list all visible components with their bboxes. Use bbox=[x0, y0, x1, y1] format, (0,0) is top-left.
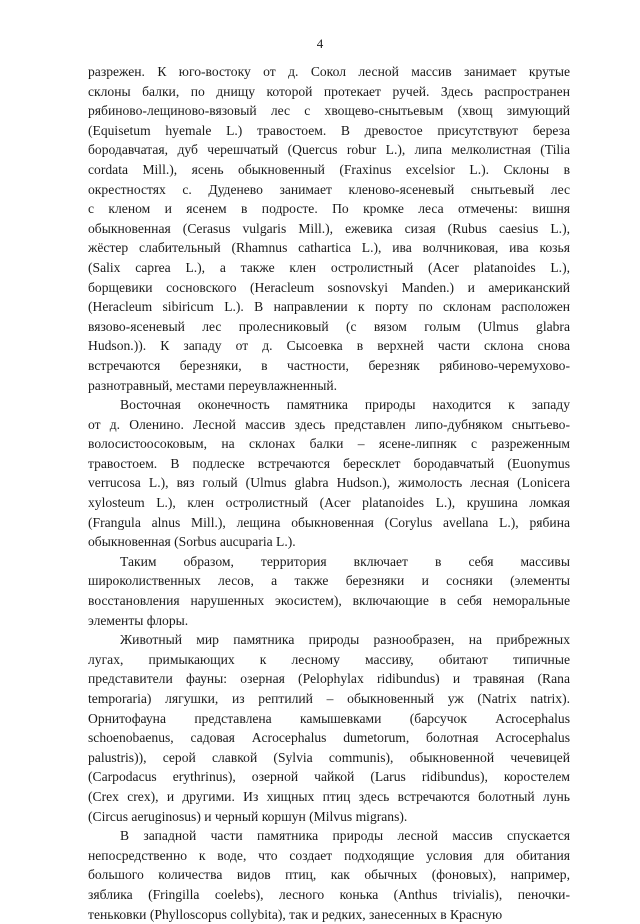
text-line: разнотравный, местами переувлажненный. bbox=[88, 377, 338, 393]
text-line: окрестностях с. Дуденево занимает кленово-ясеневый снытьевый лес bbox=[88, 181, 570, 197]
text-line: (Frangula alnus Mill.), лещина обыкновенная (Corylus avellana L.), рябина bbox=[88, 514, 570, 530]
text-line: (Heracleum sibiricum L.). В направлении к порту по склонам расположен bbox=[88, 299, 570, 315]
page-number: 4 bbox=[316, 36, 324, 51]
text-line: В западной части памятника природы лесной массив спускается bbox=[120, 828, 570, 844]
paragraph bbox=[88, 395, 570, 552]
text-line: (Salix caprea L.), а также клен остролистный (Acer platanoides L.), bbox=[88, 259, 570, 275]
text-line: жёстер слабительный (Rhamnus cathartica L.), ива волчниковая, ива козья bbox=[88, 240, 570, 256]
text-line: Восточная оконечность памятника природы находится к западу bbox=[120, 397, 570, 413]
text-line: лугах, примыкающих к лесному массиву, обитают типичные bbox=[88, 651, 570, 667]
text-line: широколиственных лесов, а также березняки и сосняки (элементы bbox=[88, 573, 570, 589]
text-line: xylosteum L.), клен остролистный (Acer platanoides L.), крушина ломкая bbox=[88, 495, 570, 511]
text-line: элементы флоры. bbox=[88, 612, 189, 628]
body-text bbox=[88, 62, 570, 924]
text-line: Таким образом, территория включает в себя массивы bbox=[120, 553, 570, 569]
text-line: Животный мир памятника природы разнообразен, на прибрежных bbox=[120, 632, 570, 648]
text-line: представители фауны: озерная (Pelophylax ridibundus) и травяная (Rana bbox=[88, 671, 570, 687]
text-line: verrucosa L.), вяз голый (Ulmus glabra Hudson.), жимолость лесная (Lonicera bbox=[88, 475, 570, 491]
paragraph bbox=[88, 630, 570, 826]
text-line: встречаются березняки, в частности, березняк рябиново-черемухово- bbox=[88, 357, 570, 373]
paragraph bbox=[88, 62, 570, 395]
text-line: temporaria) лягушки, из рептилий – обыкновенный уж (Natrix natrix). bbox=[88, 691, 570, 706]
text-line: (Carpodacus erythrinus), озерной чайкой (Larus ridibundus), коростелем bbox=[88, 769, 570, 785]
text-line: cordata Mill.), ясень обыкновенный (Fraxinus excelsior L.). Склоны в bbox=[88, 161, 570, 177]
text-line: palustris)), серой славкой (Sylvia communis), обыкновенной чечевицей bbox=[88, 749, 570, 765]
text-line: восстановления нарушенных экосистем), включающие в себя неморальные bbox=[88, 593, 570, 609]
text-line: Hudson.)). К западу от д. Сысоевка в верхней части склона снова bbox=[88, 338, 570, 354]
text-line: с кленом и ясенем в подросте. По кромке леса отмечены: вишня bbox=[88, 201, 570, 217]
text-line: непосредственно к воде, что создает подходящие условия для обитания bbox=[88, 847, 570, 863]
text-line: обыкновенная (Cerasus vulgaris Mill.), ежевика сизая (Rubus caesius L.), bbox=[88, 220, 570, 236]
text-line: склоны балки, по днищу которой протекает ручей. Здесь распространен bbox=[88, 83, 570, 99]
text-line: (Circus aeruginosus) и черный коршун (Milvus migrans). bbox=[88, 808, 408, 824]
text-line: большого количества видов птиц, как обычных (фоновых), например, bbox=[88, 867, 570, 883]
text-line: (Equisetum hyemale L.) травостоем. В древостое присутствуют береза bbox=[88, 122, 570, 138]
text-line: вязово-ясеневый лес пролесниковый (с вязом голым (Ulmus glabra bbox=[88, 318, 570, 334]
text-line: обыкновенная (Sorbus aucuparia L.). bbox=[88, 534, 296, 550]
text-line: Орнитофауна представлена камышевками (барсучок Acrocephalus bbox=[88, 710, 570, 726]
text-line: зяблика (Fringilla coelebs), лесного конька (Anthus trivialis), пеночки- bbox=[88, 886, 570, 902]
text-line: от д. Оленино. Лесной массив здесь представлен липо-дубняком снытьево- bbox=[88, 416, 570, 432]
text-line: волосистоосоковым, на склонах балки – ясене-липняк с разреженным bbox=[88, 436, 570, 452]
text-line: борщевики сосновского (Heracleum sosnovskyi Manden.) и американский bbox=[88, 279, 570, 295]
text-line: schoenobaenus, садовая Acrocephalus dumetorum, болотная Acrocephalus bbox=[88, 730, 570, 746]
text-line: теньковки (Phylloscopus collybita), так и редких, занесенных в Красную bbox=[88, 906, 503, 922]
text-line: (Crex crex), и другими. Из хищных птиц здесь встречаются болотный лунь bbox=[88, 788, 570, 804]
paragraph bbox=[88, 552, 570, 630]
text-line: рябиново-лещиново-вязовый лес с хвощево-снытьевым (хвощ зимующий bbox=[88, 103, 570, 119]
paragraph bbox=[88, 826, 570, 924]
text-line: разрежен. К юго-востоку от д. Сокол лесной массив занимает крутые bbox=[88, 64, 570, 79]
text-line: травостоем. В подлеске встречаются бересклет бородавчатый (Euonymus bbox=[88, 455, 570, 471]
text-line: бородавчатая, дуб черешчатый (Quercus robur L.), липа мелколистная (Tilia bbox=[88, 142, 570, 158]
